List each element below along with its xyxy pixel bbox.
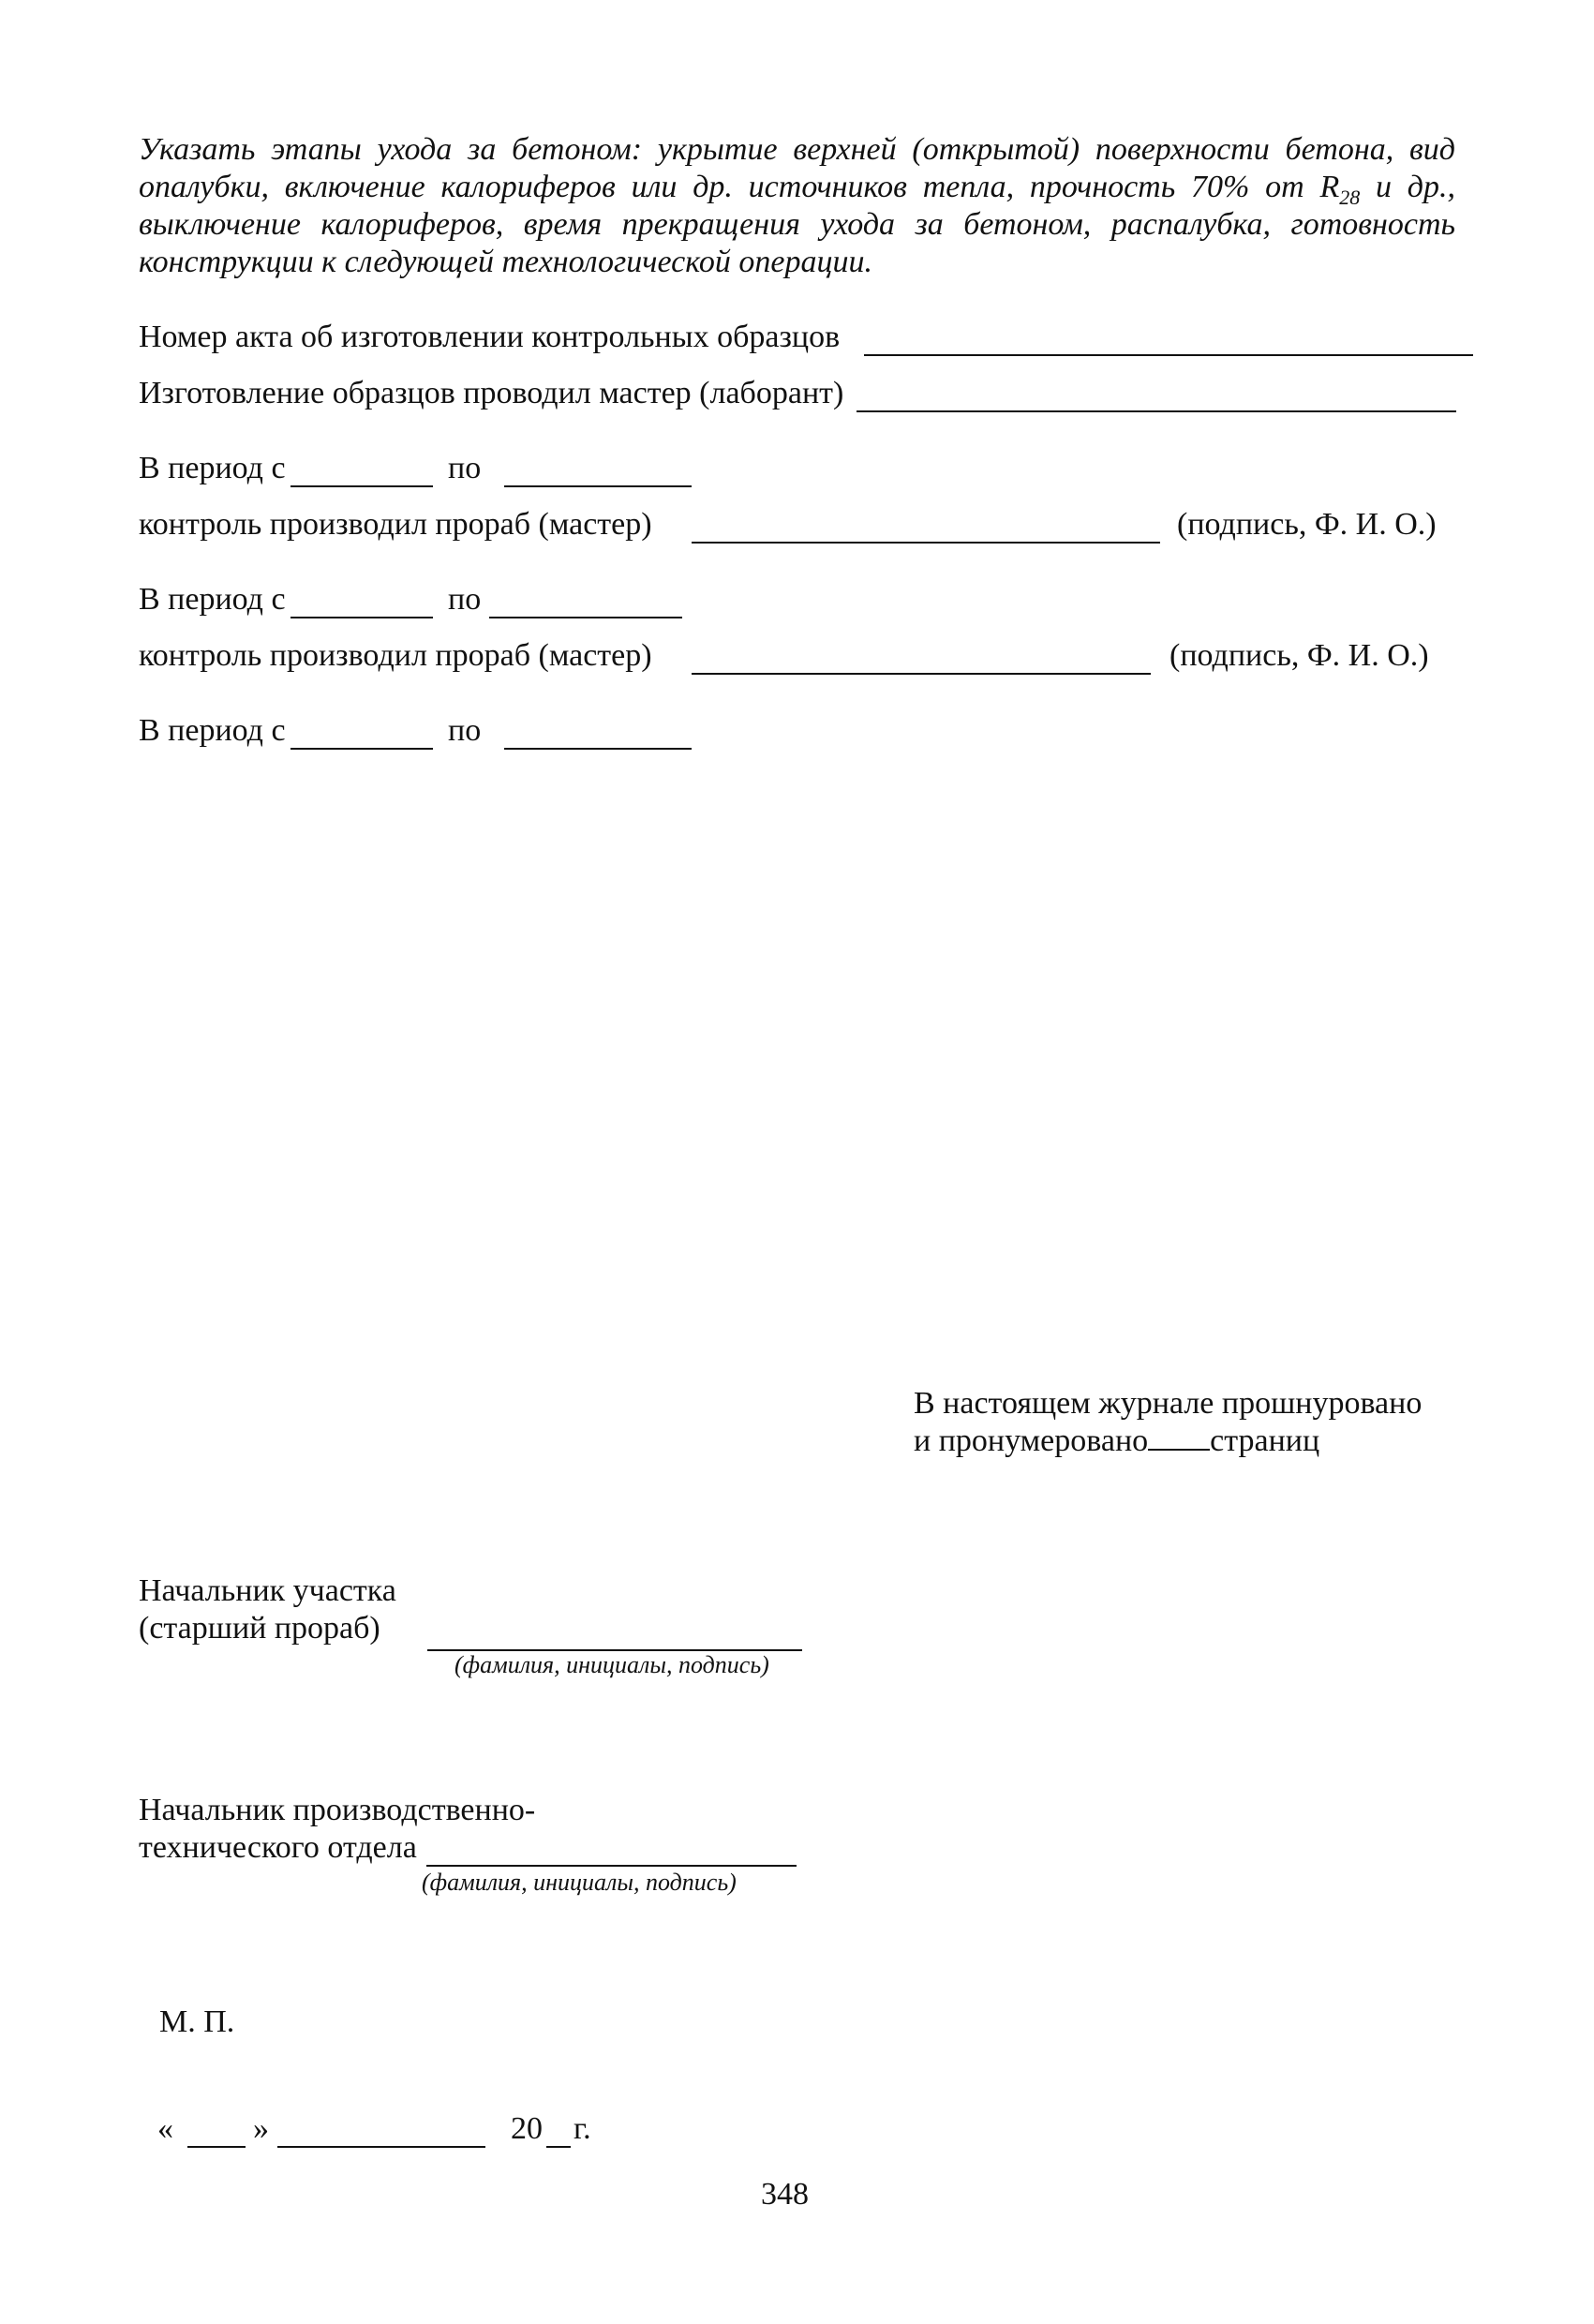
- period3-to-label: по: [448, 713, 482, 748]
- period1-control-field[interactable]: [692, 542, 1160, 544]
- pto-head-caption: (фамилия, инициалы, подпись): [422, 1869, 737, 1896]
- date-day-field[interactable]: [187, 2146, 246, 2148]
- stamp-mark: М. П.: [159, 2004, 235, 2039]
- period2-control-label: контроль производил прораб (мастер): [139, 638, 652, 673]
- samples-master-field[interactable]: [857, 410, 1456, 412]
- section-head-caption: (фамилия, инициалы, подпись): [454, 1651, 769, 1678]
- period1-from-field[interactable]: [290, 485, 433, 487]
- samples-master-label: Изготовление образцов проводил мастер (лаборант): [139, 376, 844, 410]
- date-open-quote: «: [157, 2111, 173, 2146]
- period2-to-label: по: [448, 582, 482, 617]
- r-subscript: 28: [1339, 185, 1361, 209]
- pto-head-signature-field[interactable]: [426, 1865, 797, 1867]
- journal-note-line2: и пронумеровано страниц: [914, 1423, 1320, 1458]
- period1-to-field[interactable]: [504, 485, 692, 487]
- period1-to-label: по: [448, 451, 482, 485]
- section-head-title-line1: Начальник участка: [139, 1573, 396, 1608]
- intro-paragraph: Указать этапы ухода за бетоном: укрытие верхней (открытой) поверхности бетона, вид опалубки, включение калориферов или др. источников тепла, прочность 70% от $R_{28}$ и др., выключение калориферов, время прекращения ухода за бетоном, распалубка, готовность конструкции к следующей технологической операции.: [139, 132, 1455, 279]
- page-number: 348: [761, 2177, 809, 2212]
- date-close-quote: »: [253, 2111, 269, 2146]
- period3-to-field[interactable]: [504, 748, 692, 750]
- r-letter: R: [1319, 170, 1340, 204]
- period2-to-field[interactable]: [489, 617, 682, 618]
- period2-from-field[interactable]: [290, 617, 433, 618]
- pto-head-title-line1: Начальник производственно-: [139, 1793, 536, 1827]
- period3-from-field[interactable]: [290, 748, 433, 750]
- act-number-label: Номер акта об изготовлении контрольных образцов: [139, 320, 841, 354]
- date-year-field[interactable]: [546, 2146, 571, 2148]
- period1-control-label: контроль производил прораб (мастер): [139, 507, 652, 542]
- period2-control-field[interactable]: [692, 673, 1151, 675]
- period1-from-label: В период с: [139, 451, 286, 485]
- pto-head-title-line2: технического отдела: [139, 1830, 417, 1865]
- journal-note-line1: В настоящем журнале прошнуровано: [914, 1386, 1423, 1421]
- date-month-field[interactable]: [277, 2146, 485, 2148]
- period2-signature-hint: (подпись, Ф. И. О.): [1169, 638, 1429, 673]
- date-year-prefix: 20: [511, 2111, 543, 2146]
- date-year-suffix: г.: [574, 2111, 591, 2146]
- section-head-title-line2: (старший прораб): [139, 1611, 380, 1646]
- pages-count-field[interactable]: [1148, 1424, 1210, 1451]
- act-number-field[interactable]: [864, 354, 1473, 356]
- period2-from-label: В период с: [139, 582, 286, 617]
- period1-signature-hint: (подпись, Ф. И. О.): [1177, 507, 1437, 542]
- period3-from-label: В период с: [139, 713, 286, 748]
